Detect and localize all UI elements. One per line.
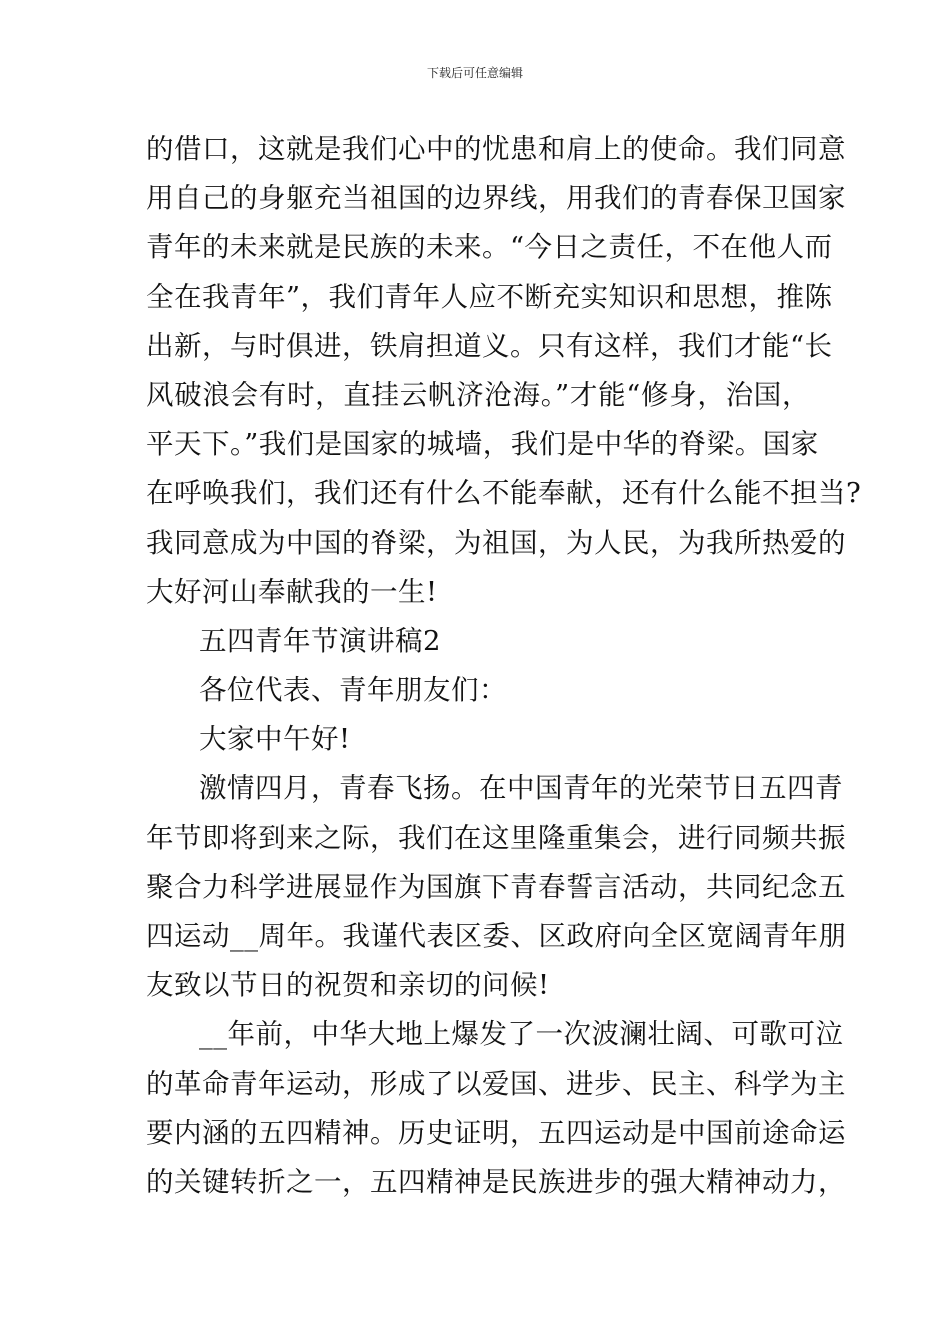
text-line: 风破浪会有时，直挂云帆济沧海。”才能“修身，治国， xyxy=(146,378,810,411)
text-line: 友致以节日的祝贺和亲切的问候! xyxy=(146,969,550,1002)
text-line: 的借口，这就是我们心中的忧患和肩上的使命。我们同意 xyxy=(146,133,846,165)
text-line: 青年的未来就是民族的未来。“今日之责任，不在他人而 xyxy=(146,231,833,264)
text-line: 的关键转折之一，五四精神是民族进步的强大精神动力， xyxy=(146,1165,846,1198)
section-title: 五四青年节演讲稿2 xyxy=(199,624,441,657)
text-line: 在呼唤我们，我们还有什么不能奉献，还有什么能不担当? xyxy=(146,477,862,510)
page-header: 下载后可任意编辑 xyxy=(426,66,523,80)
text-line: 平天下。”我们是国家的城墙，我们是中华的脊梁。国家 xyxy=(146,428,819,461)
text-line: 我同意成为中国的脊梁，为祖国，为人民，为我所热爱的 xyxy=(146,526,846,559)
text-line: 的革命青年运动，形成了以爱国、进步、民主、科学为主 xyxy=(146,1067,846,1100)
text-line: 要内涵的五四精神。历史证明，五四运动是中国前途命运 xyxy=(146,1116,846,1149)
text-line: __年前，中华大地上爆发了一次波澜壮阔、可歌可泣 xyxy=(199,1018,844,1051)
greeting: 大家中午好! xyxy=(199,723,351,756)
text-line: 大好河山奉献我的一生! xyxy=(146,575,438,608)
text-line: 年节即将到来之际，我们在这里隆重集会，进行同频共振 xyxy=(146,821,846,854)
text-line: 用自己的身躯充当祖国的边界线，用我们的青春保卫国家 xyxy=(146,182,846,215)
text-line: 激情四月，青春飞扬。在中国青年的光荣节日五四青 xyxy=(199,772,843,805)
document-body xyxy=(146,125,862,1207)
text-line: 聚合力科学进展显作为国旗下青春誓言活动，共同纪念五 xyxy=(146,870,846,903)
salutation: 各位代表、青年朋友们： xyxy=(199,674,507,707)
text-line: 出新，与时俱进，铁肩担道义。只有这样，我们才能“长 xyxy=(146,329,833,362)
text-line: 全在我青年”，我们青年人应不断充实知识和思想，推陈 xyxy=(146,280,833,313)
text-line: 四运动__周年。我谨代表区委、区政府向全区宽阔青年朋 xyxy=(146,920,847,952)
